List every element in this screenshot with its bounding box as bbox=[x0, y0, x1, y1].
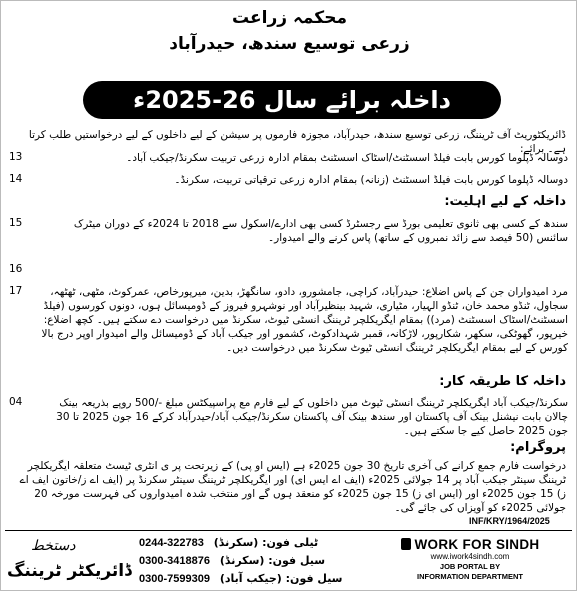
reference-number: INF/KRY/1964/2025 bbox=[469, 516, 550, 526]
department-title: محکمہ زراعت bbox=[232, 8, 347, 28]
intro-paragraph: ڈائریکٹوریٹ آف ٹریننگ، زرعی توسیع سندھ، حیدرآباد، مجوزہ فارموں پر سیشن کے لیے داخلوں کے لیے درخواستیں طلب کرتا ہے۔ برائے: bbox=[28, 129, 566, 155]
procedure-item bbox=[1, 396, 577, 438]
program-heading: پروگرام: bbox=[510, 440, 566, 455]
contact-row bbox=[139, 536, 318, 549]
portal-line2: INFORMATION DEPARTMENT bbox=[417, 572, 523, 581]
item-text: دوسالہ ڈپلوما کورس بابت فیلڈ اسسٹنٹ/اسٹاک اسسٹنٹ بمقام ادارہ زرعی تربیت سکرنڈ/جیکب آباد۔ bbox=[126, 152, 568, 164]
contact-row bbox=[139, 572, 343, 585]
job-portal-watermark bbox=[366, 537, 574, 589]
item-number: 15 bbox=[9, 217, 23, 229]
item-text: دوسالہ ڈپلوما کورس بابت فیلڈ اسسٹنٹ (زنانہ) بمقام ادارہ زرعی ترقیاتی تربیت، سکرنڈ۔ bbox=[174, 174, 568, 186]
signatory-title: ڈائریکٹر ٹریننگ bbox=[7, 561, 132, 581]
portal-title: WORK FOR SINDH bbox=[414, 537, 540, 552]
portal-logo-icon bbox=[401, 538, 411, 550]
signature: دستخط bbox=[31, 538, 76, 554]
item-text: سندھ کے کسی بھی ثانوی تعلیمی بورڈ سے رجسٹرڈ کسی بھی ادارے/اسکول سے 2018 تا 2024ء کے دوران میٹرک سائنس (50 فیصد سے زائد نمبروں کے ساتھ) پاس کرنے والے امیدوار۔ bbox=[73, 218, 568, 244]
contact-label: سیل فون: (جیکب آباد) bbox=[219, 572, 343, 585]
procedure-heading: داخلہ کا طریقہ کار: bbox=[439, 374, 566, 389]
item-text: مرد امیدواران جن کے پاس اضلاع: حیدرآباد، کراچی، جامشورو، دادو، سانگھڑ، بدین، میرپورخاص، عمرکوٹ، مٹھی، ٹھٹھہ، سجاول، ٹنڈو محمد خان، ٹنڈو الہیار، مٹیاری، شہید بینظیرآباد اور نوشہرو فیروز کے ڈومیسائل ہوں، دونوں کورسوں (فیلڈ اسسٹنٹ/اسٹاک اسسٹنٹ (مرد)) بمقام ایگریکلچر ٹریننگ انسٹی ٹیوٹ، سکرنڈ میں درخواست دے سکتے ہیں۔ کچھ اضلاع: خیرپور، گھوٹکی، سکھر، شکارپور، لاڑکانہ، قمبر شہدادکوٹ، کشمور اور جیکب آباد کے ڈومیسائل والے امیدوار اوپر درج بالا کورس کے لیے بمقام ایگریکلچر ٹریننگ انسٹی ٹیوٹ سکرنڈ میں درخواست دیں۔ bbox=[41, 286, 568, 354]
contact-label: ٹیلی فون: (سکرنڈ) bbox=[213, 536, 319, 549]
admission-banner: داخلہ برائے سال 26-2025ء bbox=[83, 81, 501, 119]
item-number: 13 bbox=[9, 151, 23, 163]
eligibility-item bbox=[1, 263, 577, 279]
portal-url: www.iwork4sindh.com bbox=[430, 552, 510, 561]
eligibility-item bbox=[1, 217, 577, 259]
eligibility-item bbox=[1, 285, 577, 367]
item-text: سکرنڈ/جیکب آباد ایگریکلچر ٹریننگ انسٹی ٹیوٹ میں داخلوں کے لیے فارم مع پراسپیکٹس مبلغ -/500 روپے بذریعہ بینک چالان بابت نیشنل بینک آف پاکستان اور سندھ بینک آف پاکستان سکرنڈ/جیکب آباد/حیدرآباد کرکے 16 جون 2025 تا 30 جون 2025 حاصل کیے جا سکتے ہیں۔ bbox=[56, 397, 568, 437]
divider bbox=[5, 530, 572, 531]
course-item bbox=[1, 151, 577, 167]
contact-label: سیل فون: (سکرنڈ) bbox=[219, 554, 326, 567]
phone-number: 0300-7599309 bbox=[139, 573, 210, 585]
contact-row bbox=[139, 554, 325, 567]
item-number: 16 bbox=[9, 263, 23, 275]
item-number: 14 bbox=[9, 173, 23, 185]
item-number: 04 bbox=[9, 396, 23, 408]
office-title: زرعی توسیع سندھ، حیدرآباد bbox=[169, 34, 410, 54]
phone-number: 0300-3418876 bbox=[139, 555, 210, 567]
program-paragraph: درخواست فارم جمع کرانے کی آخری تاریخ 30 جون 2025ء ہے (ایس او پی) کے زیرتحت پر ی انٹری ٹیسٹ متعلقہ ایگریکلچر ٹریننگ سینٹر جیکب آباد پر 14 جولائی 2025ء (ایف اے ایس ای) اور ایگریکلچر ٹریننگ سینٹر سکرنڈ پر (ایف اے ز/خاتون ایف اے ز) 15 جون 2025ء اور (ایس ای ز) 15 جون 2025ء کو منعقد ہوں گے اور منتخب شدہ امیدواروں کی فہرست مورخہ 20 جولائی 2025ء کو آویزاں کی جائے گی۔ bbox=[19, 460, 566, 514]
phone-number: 0244-322783 bbox=[139, 537, 204, 549]
item-number: 17 bbox=[9, 285, 23, 297]
portal-line1: JOB PORTAL BY bbox=[439, 562, 501, 571]
course-item bbox=[1, 173, 577, 189]
eligibility-heading: داخلہ کے لیے اہلیت: bbox=[444, 194, 566, 209]
